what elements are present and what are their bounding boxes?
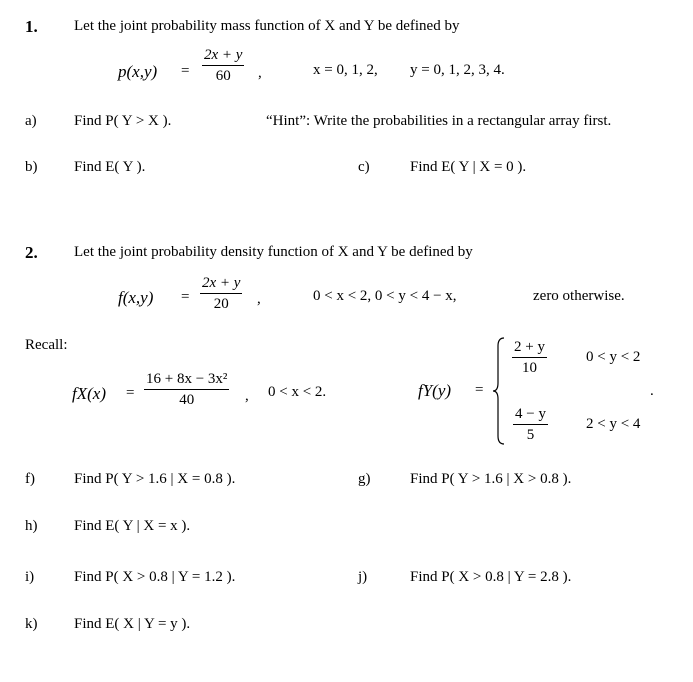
part-j-text: Find P( X > 0.8 | Y = 2.8 ).	[410, 569, 572, 585]
pmf-denominator: 60	[215, 68, 231, 84]
part-h-text: Find E( Y | X = x ).	[74, 518, 191, 534]
fy-case1-denominator: 10	[521, 360, 537, 376]
fy-case1-numerator: 2 + y	[512, 340, 547, 358]
part-k-text: Find E( X | Y = y ).	[74, 616, 191, 632]
part-g-label: g)	[358, 471, 371, 487]
fy-case1-range: 0 < y < 2	[586, 349, 641, 365]
fx-comma: ,	[245, 388, 249, 404]
pdf-lhs: f(x,y)	[118, 288, 154, 307]
part-b-text: Find E( Y ).	[74, 159, 146, 175]
part-i-label: i)	[25, 569, 35, 585]
pmf-equals: =	[181, 63, 190, 79]
problem-2-intro: Let the joint probability density function of X and Y be defined by	[74, 244, 473, 260]
pdf-fraction	[200, 276, 242, 312]
part-g-text: Find P( Y > 1.6 | X > 0.8 ).	[410, 471, 572, 487]
part-f-text: Find P( Y > 1.6 | X = 0.8 ).	[74, 471, 236, 487]
fy-case2-range: 2 < y < 4	[586, 416, 641, 432]
fx-lhs: fX(x)	[72, 384, 106, 403]
pdf-zero-otherwise: zero otherwise.	[533, 288, 625, 304]
fy-left-brace	[490, 336, 510, 446]
fy-case2-fraction	[513, 407, 548, 443]
fy-case2-denominator: 5	[526, 427, 535, 443]
fx-fraction	[144, 372, 229, 408]
pdf-support: 0 < x < 2, 0 < y < 4 − x,	[313, 288, 457, 304]
pmf-numerator: 2x + y	[202, 48, 244, 66]
fy-case1-fraction	[512, 340, 547, 376]
fy-equals: =	[475, 382, 484, 398]
fx-numerator: 16 + 8x − 3x²	[144, 372, 229, 390]
pmf-lhs: p(x,y)	[118, 62, 158, 81]
pmf-x-range: x = 0, 1, 2,	[313, 62, 378, 78]
part-a-text: Find P( Y > X ).	[74, 113, 172, 129]
recall-label: Recall:	[25, 337, 68, 353]
pmf-fraction	[202, 48, 244, 84]
fx-equals: =	[126, 385, 135, 401]
pmf-comma: ,	[258, 65, 262, 81]
problem-1-number: 1.	[25, 17, 38, 36]
part-c-label: c)	[358, 159, 370, 175]
part-a-label: a)	[25, 113, 37, 129]
fy-case2-numerator: 4 − y	[513, 407, 548, 425]
fy-period: .	[650, 383, 654, 399]
pdf-equals: =	[181, 289, 190, 305]
hint-text: “Hint”: Write the probabilities in a rectangular array first.	[266, 113, 612, 129]
fy-lhs: fY(y)	[418, 381, 452, 400]
part-i-text: Find P( X > 0.8 | Y = 1.2 ).	[74, 569, 236, 585]
part-h-label: h)	[25, 518, 38, 534]
problem-1-intro: Let the joint probability mass function of X and Y be defined by	[74, 18, 460, 34]
part-f-label: f)	[25, 471, 35, 487]
part-c-text: Find E( Y | X = 0 ).	[410, 159, 527, 175]
fx-denominator: 40	[179, 392, 195, 408]
pdf-denominator: 20	[213, 296, 229, 312]
part-j-label: j)	[358, 569, 368, 585]
pdf-comma: ,	[257, 291, 261, 307]
problem-2-number: 2.	[25, 243, 38, 262]
part-b-label: b)	[25, 159, 38, 175]
pdf-numerator: 2x + y	[200, 276, 242, 294]
part-k-label: k)	[25, 616, 38, 632]
fx-range: 0 < x < 2.	[268, 384, 327, 400]
pmf-y-range: y = 0, 1, 2, 3, 4.	[410, 62, 505, 78]
